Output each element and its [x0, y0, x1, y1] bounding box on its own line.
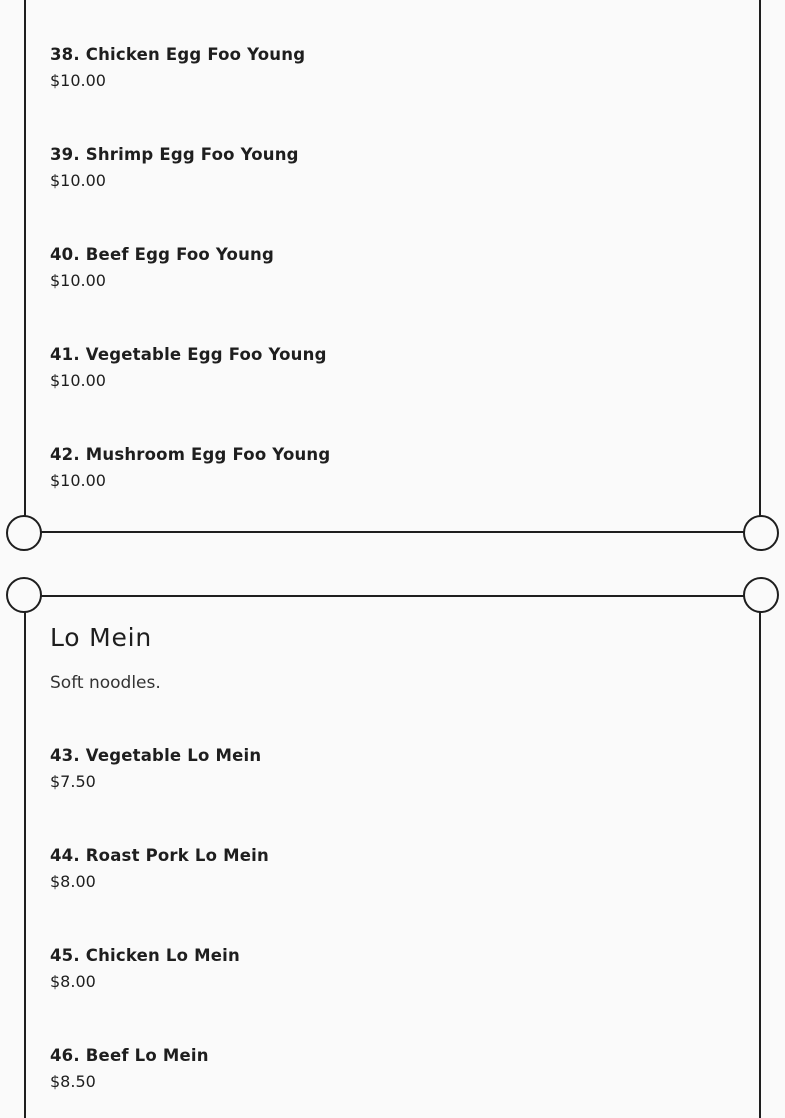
menu-item[interactable]	[50, 946, 240, 992]
corner-notch	[743, 577, 779, 613]
menu-item[interactable]	[50, 746, 261, 792]
menu-item[interactable]	[50, 1046, 209, 1092]
menu-item-name: 46. Beef Lo Mein	[50, 1046, 209, 1065]
section-title: Lo Mein	[50, 623, 153, 652]
menu-item-price: $10.00	[50, 471, 106, 490]
menu-item-name: 44. Roast Pork Lo Mein	[50, 846, 269, 865]
menu-item-name: 40. Beef Egg Foo Young	[50, 245, 274, 264]
corner-notch	[6, 577, 42, 613]
section-description: Soft noodles.	[50, 673, 161, 693]
menu-item-name: 41. Vegetable Egg Foo Young	[50, 345, 327, 364]
menu-section-lo-mein	[24, 595, 761, 1118]
menu-item[interactable]	[50, 45, 305, 91]
menu-item-price: $10.00	[50, 371, 106, 390]
menu-item-price: $8.50	[50, 1072, 96, 1091]
menu-item[interactable]	[50, 245, 274, 291]
menu-item-price: $10.00	[50, 271, 106, 290]
menu-item-name: 39. Shrimp Egg Foo Young	[50, 145, 299, 164]
menu-item-name: 45. Chicken Lo Mein	[50, 946, 240, 965]
menu-item[interactable]	[50, 445, 330, 491]
menu-item-name: 43. Vegetable Lo Mein	[50, 746, 262, 765]
corner-notch	[6, 515, 42, 551]
corner-notch	[743, 515, 779, 551]
menu-item-price: $8.00	[50, 972, 96, 991]
menu-item-name: 38. Chicken Egg Foo Young	[50, 45, 306, 64]
menu-item-price: $10.00	[50, 71, 106, 90]
menu-section-egg-foo-young	[24, 0, 761, 533]
menu-item-price: $8.00	[50, 872, 96, 891]
menu-item-price: $7.50	[50, 772, 96, 791]
menu-item-name: 42. Mushroom Egg Foo Young	[50, 445, 331, 464]
menu-item[interactable]	[50, 345, 327, 391]
menu-item[interactable]	[50, 846, 269, 892]
menu-item[interactable]	[50, 145, 299, 191]
menu-item-price: $10.00	[50, 171, 106, 190]
